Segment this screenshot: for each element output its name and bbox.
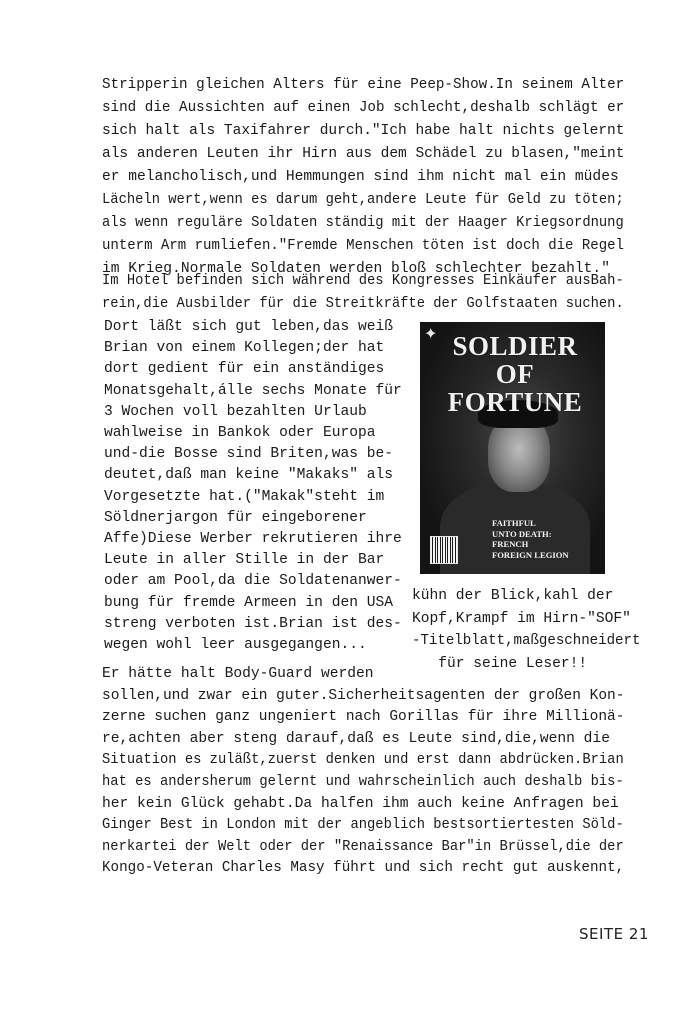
text-line: Leute in aller Stille in der Bar — [104, 552, 385, 569]
caption-line: kühn der Blick,kahl der — [412, 588, 614, 604]
text-line: Brian von einem Kollegen;der hat — [104, 340, 385, 357]
text-line: Affe)Diese Werber rekrutieren ihre — [104, 531, 402, 547]
text-line: sollen,und zwar ein guter.Sicherheitsagenten der großen Kon- — [102, 687, 625, 704]
text-line: her kein Glück gehabt.Da halfen ihm auch keine Anfragen bei — [102, 795, 619, 812]
cover-title-line: OF FORTUNE — [447, 359, 583, 417]
star-logo-icon: ✦ — [424, 324, 438, 343]
text-line: wegen wohl leer ausgegangen... — [104, 637, 367, 653]
text-line: Ginger Best in London mit der angeblich bestsortiertesten Söld- — [102, 817, 624, 834]
text-line: als anderen Leuten ihr Hirn aus dem Schädel zu blasen,"meint — [102, 146, 625, 162]
caption-line: für seine Leser!! — [412, 655, 588, 672]
text-line: Dort läßt sich gut leben,das weiß — [104, 319, 394, 335]
text-line: dort gedient für ein anständiges — [104, 361, 385, 378]
text-line: Lächeln wert,wenn es darum geht,andere Leute für Geld zu töten; — [102, 192, 624, 208]
text-line: Monatsgehalt,álle sechs Monate für — [104, 382, 402, 399]
text-line: er melancholisch,und Hemmungen sind ihm nicht mal ein müdes — [102, 169, 619, 185]
text-line: wahlweise in Bankok oder Europa — [104, 425, 376, 441]
text-line: Söldnerjargon für eingeborener — [104, 509, 367, 526]
text-line: im Krieg.Normale Soldaten werden bloß schlechter bezahlt." — [102, 261, 610, 277]
text-line: Er hätte halt Body-Guard werden — [102, 666, 374, 682]
text-line: rein,die Ausbilder für die Streitkräfte der Golfstaaten suchen. — [102, 296, 624, 312]
barcode-icon — [430, 536, 458, 564]
text-line: sind die Aussichten auf einen Job schlecht,deshalb schlägt er — [102, 100, 625, 116]
caption-line: -Titelblatt,maßgeschneidert — [412, 633, 641, 649]
text-line: re,achten aber steng darauf,daß es Leute sind,die,wenn die — [102, 730, 610, 747]
text-line: hat es andersherum gelernt und wahrscheinlich auch deshalb bis- — [102, 774, 624, 790]
text-line: bung für fremde Armeen in den USA — [104, 594, 394, 611]
text-line: Kongo-Veteran Charles Masy führt und sich recht gut auskennt, — [102, 860, 625, 877]
text-line: Situation es zuläßt,zuerst denken und erst dann abdrücken.Brian — [102, 752, 624, 769]
text-line: deutet,daß man keine "Makaks" als — [104, 467, 394, 484]
cover-title-line: SOLDIER — [452, 331, 578, 361]
text-line: Vorgesetzte hat.("Makak"steht im — [104, 488, 385, 505]
magazine-cover-image — [420, 322, 605, 574]
caption-line: Kopf,Krampf im Hirn-"SOF" — [412, 610, 631, 627]
cover-tagline: FAITHFUL UNTO DEATH: FRENCH FOREIGN LEGION — [492, 518, 569, 560]
text-line: nerkartei der Welt oder der "Renaissance Bar"in Brüssel,die der — [102, 838, 624, 855]
text-line: als wenn reguläre Soldaten ständig mit der Haager Kriegsordnung — [102, 215, 624, 231]
text-line: oder am Pool,da die Soldatenanwer- — [104, 573, 402, 590]
text-line: zerne suchen ganz ungeniert nach Gorillas für ihre Millionä- — [102, 709, 625, 726]
text-line: Im Hotel befinden sich während des Kongresses Einkäufer ausBah- — [102, 273, 624, 289]
text-line: Stripperin gleichen Alters für eine Peep-Show.In seinem Alter — [102, 77, 625, 93]
text-line: und-die Bosse sind Briten,was be- — [104, 446, 394, 463]
page-number: SEITE 21 — [579, 925, 649, 943]
cover-title — [430, 332, 600, 416]
text-line: streng verboten ist.Brian ist des- — [104, 615, 402, 632]
text-line: sich halt als Taxifahrer durch."Ich habe halt nichts gelernt — [102, 123, 625, 139]
text-line: unterm Arm rumliefen."Fremde Menschen töten ist doch die Regel — [102, 238, 624, 254]
text-line: 3 Wochen voll bezahlten Urlaub — [104, 403, 367, 420]
